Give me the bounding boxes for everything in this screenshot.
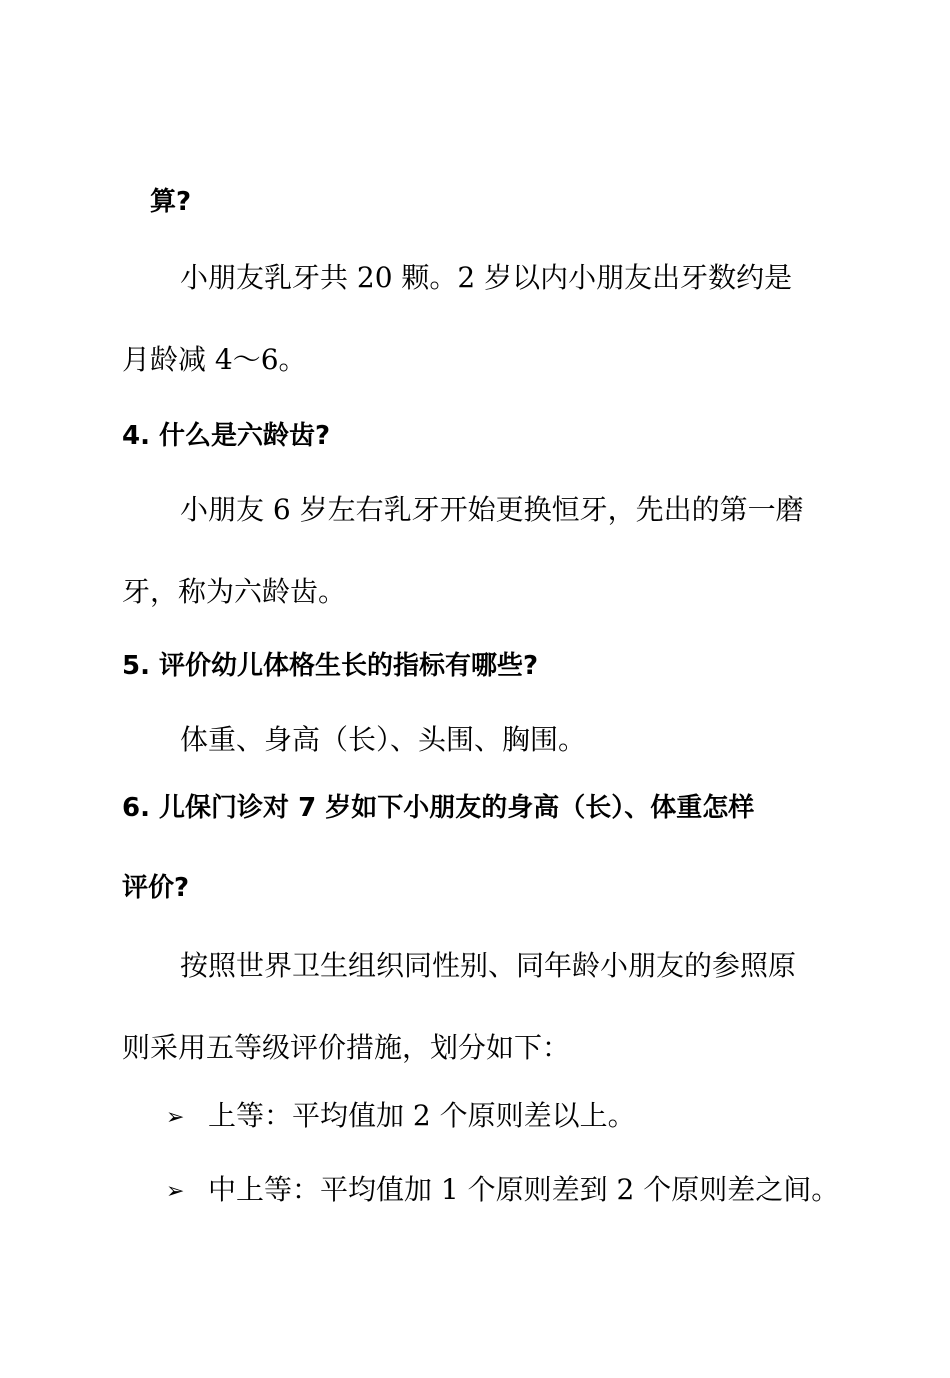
list-item: 中上等：平均值加 1 个原则差到 2 个原则差之间。 [208,1173,840,1206]
answer-4-line-1: 小朋友 6 岁左右乳牙开始更换恒牙，先出的第一磨 [180,493,804,526]
question-6-line-2: 评价? [122,873,190,903]
answer-5: 体重、身高（长）、头围、胸围。 [180,723,587,756]
bullet-arrow-icon: ➢ [166,1105,185,1130]
answer-6-line-1: 按照世界卫生组织同性别、同年龄小朋友的参照原 [180,949,797,982]
answer-3-line-1: 小朋友乳牙共 20 颗。2 岁以内小朋友出牙数约是 [180,261,793,294]
question-3-continuation: 算? [150,187,192,217]
answer-6-line-2: 则采用五等级评价措施，划分如下： [122,1031,571,1064]
bullet-arrow-icon: ➢ [166,1179,185,1204]
question-6-line-1: 6. 儿保门诊对 7 岁如下小朋友的身高（长）、体重怎样 [122,793,755,823]
question-4: 4. 什么是六龄齿? [122,421,331,451]
answer-4-line-2: 牙，称为六龄齿。 [122,575,347,608]
answer-3-line-2: 月龄减 4～6。 [122,343,307,376]
list-item: 上等：平均值加 2 个原则差以上。 [208,1099,636,1132]
question-5: 5. 评价幼儿体格生长的指标有哪些? [122,651,539,681]
